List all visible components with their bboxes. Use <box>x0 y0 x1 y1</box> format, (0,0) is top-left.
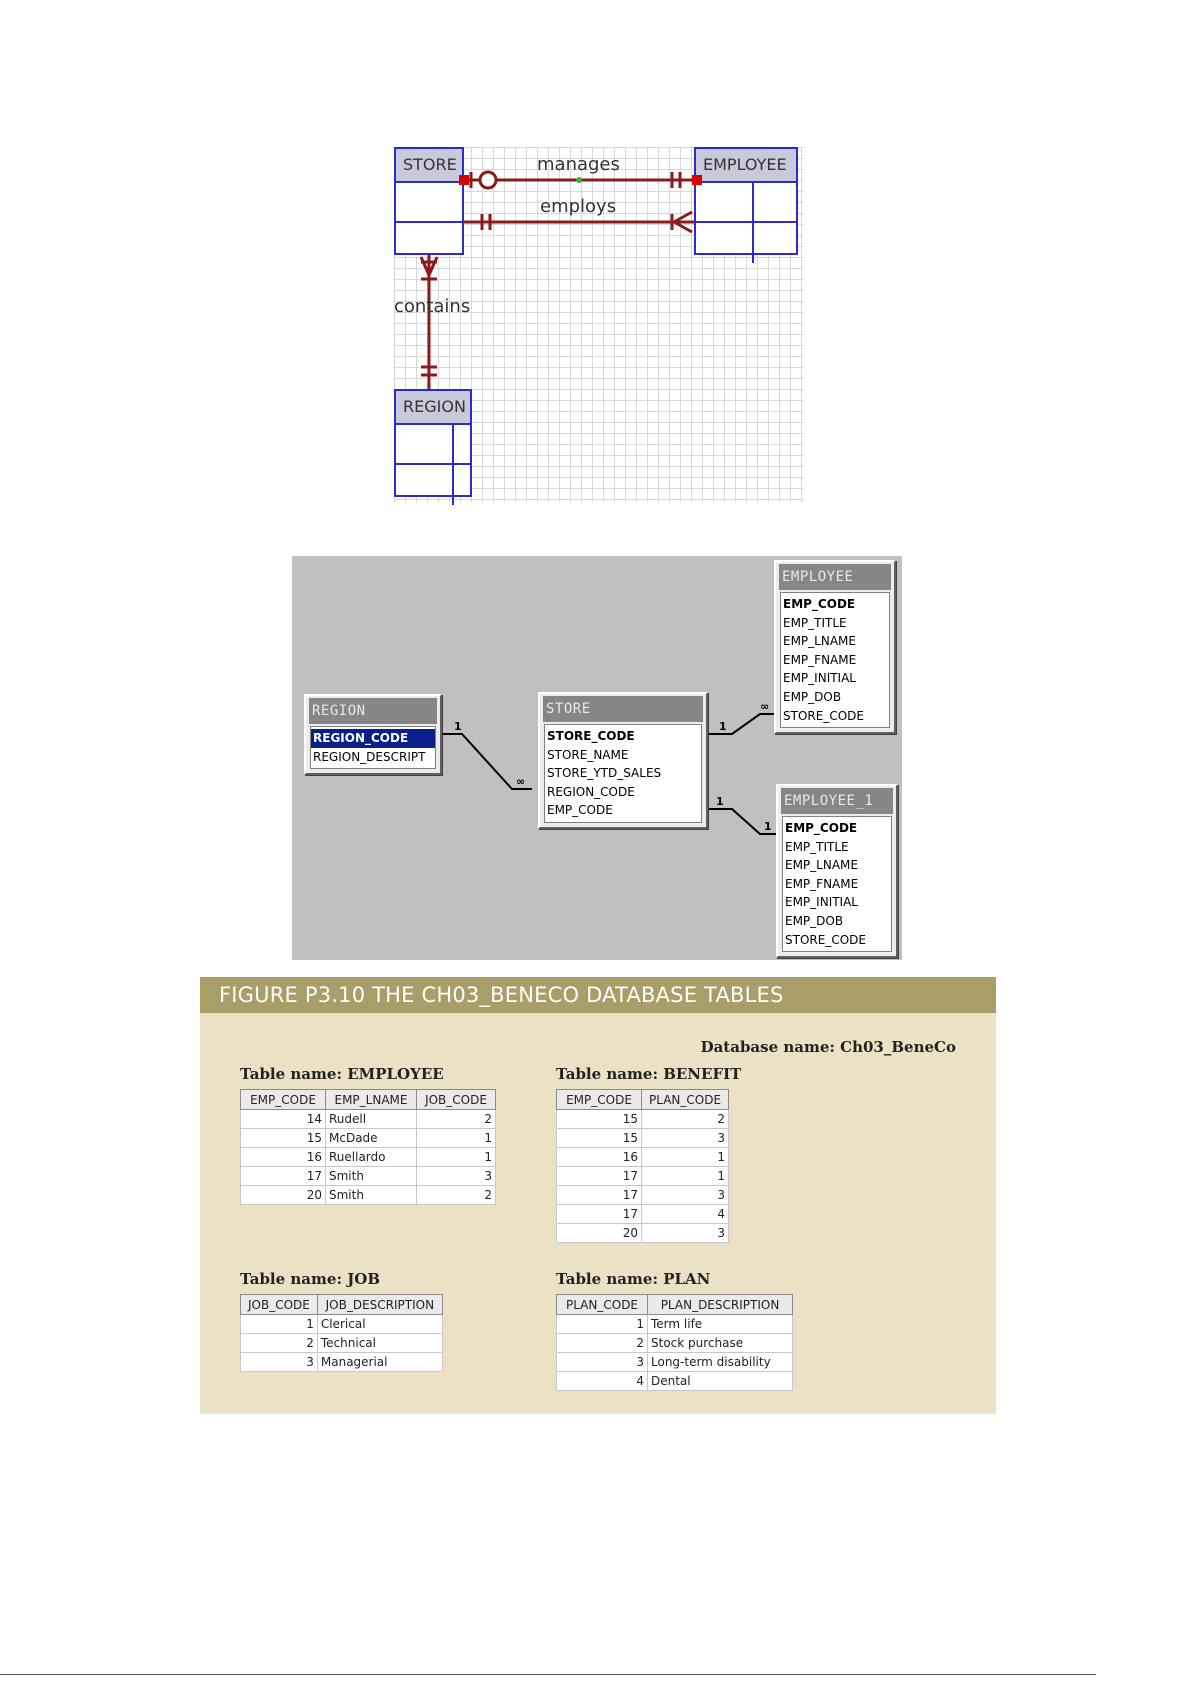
cell[interactable]: 16 <box>557 1148 642 1167</box>
entity-region-name: REGION <box>396 391 470 425</box>
column-header[interactable]: JOB_CODE <box>417 1090 496 1110</box>
cell[interactable]: Rudell <box>326 1110 417 1129</box>
cell[interactable]: 4 <box>557 1372 648 1391</box>
anchor-handle <box>459 175 469 185</box>
field-emp-dob[interactable]: EMP_DOB <box>783 689 842 704</box>
cell[interactable]: 2 <box>557 1334 648 1353</box>
cell[interactable]: 1 <box>241 1315 318 1334</box>
table-employee-fields <box>780 592 890 728</box>
entity-store-name: STORE <box>396 149 462 183</box>
cell[interactable]: 2 <box>417 1110 496 1129</box>
cell[interactable]: Long-term disability <box>648 1353 793 1372</box>
cell[interactable]: 2 <box>642 1110 729 1129</box>
employs-label: employs <box>540 196 617 217</box>
column-header[interactable]: JOB_DESCRIPTION <box>317 1295 442 1315</box>
figure-title: FIGURE P3.10 THE CH03_BENECO DATABASE TABLES <box>200 977 996 1013</box>
table-region[interactable] <box>304 694 442 775</box>
table-employee-1[interactable] <box>776 784 898 958</box>
cell[interactable]: 3 <box>642 1129 729 1148</box>
page-bottom-rule <box>0 1674 1096 1675</box>
cell[interactable]: 20 <box>557 1224 642 1243</box>
relationships-window <box>292 556 902 960</box>
table-row <box>557 1148 729 1167</box>
table-store-title[interactable]: STORE <box>543 696 703 722</box>
table-row <box>241 1148 496 1167</box>
table-row <box>557 1129 729 1148</box>
table-row <box>557 1353 793 1372</box>
table-row <box>241 1167 496 1186</box>
table-name-plan: Table name: PLAN <box>556 1270 711 1288</box>
cell[interactable]: 17 <box>557 1167 642 1186</box>
cell[interactable]: Stock purchase <box>648 1334 793 1353</box>
field-emp-title[interactable]: EMP_TITLE <box>783 615 847 630</box>
table-row <box>557 1186 729 1205</box>
column-header[interactable]: EMP_LNAME <box>326 1090 417 1110</box>
table-row <box>241 1129 496 1148</box>
table-employee-title[interactable]: EMPLOYEE <box>779 564 891 590</box>
erd-relationship-lines <box>394 147 804 502</box>
column-header[interactable]: EMP_CODE <box>557 1090 642 1110</box>
manages-label: manages <box>537 154 620 175</box>
field-store-code[interactable]: STORE_CODE <box>785 932 866 947</box>
field-store-code[interactable]: STORE_CODE <box>783 708 864 723</box>
cell[interactable]: 2 <box>241 1334 318 1353</box>
table-row <box>557 1315 793 1334</box>
midpoint-handle <box>576 177 582 183</box>
field-store-code[interactable]: STORE_CODE <box>547 729 635 743</box>
cell[interactable]: 3 <box>642 1186 729 1205</box>
card-region-store-many: ∞ <box>516 775 526 788</box>
cell[interactable]: 1 <box>642 1167 729 1186</box>
figure-p3-10 <box>200 977 996 1414</box>
table-row <box>241 1353 443 1372</box>
cell[interactable]: 15 <box>557 1110 642 1129</box>
field-emp-title[interactable]: EMP_TITLE <box>785 839 849 854</box>
table-employee-block <box>240 1065 496 1205</box>
anchor-handle <box>692 175 702 185</box>
cell[interactable]: 2 <box>417 1186 496 1205</box>
cell[interactable]: 1 <box>417 1148 496 1167</box>
cell[interactable]: 17 <box>241 1167 326 1186</box>
column-header[interactable]: JOB_CODE <box>241 1295 318 1315</box>
card-region-store-one: 1 <box>454 720 462 733</box>
cell[interactable]: 1 <box>417 1129 496 1148</box>
table-name-job: Table name: JOB <box>240 1270 381 1288</box>
table-plan-block <box>556 1270 793 1391</box>
database-name: Database name: Ch03_BeneCo <box>700 1038 956 1056</box>
field-emp-code[interactable]: EMP_CODE <box>547 803 613 818</box>
field-emp-code[interactable]: EMP_CODE <box>785 821 858 835</box>
table-employee-1-fields <box>782 816 892 952</box>
table-employee[interactable] <box>774 560 896 734</box>
table-row <box>241 1315 443 1334</box>
cell[interactable]: 17 <box>557 1186 642 1205</box>
cell[interactable]: McDade <box>326 1129 417 1148</box>
table-region-title[interactable]: REGION <box>309 698 437 724</box>
table-store-fields <box>544 724 702 823</box>
cell[interactable]: 16 <box>241 1148 326 1167</box>
table-job-block <box>240 1270 443 1372</box>
cell[interactable]: 15 <box>241 1129 326 1148</box>
cell[interactable]: 3 <box>642 1224 729 1243</box>
field-region-code[interactable]: REGION_CODE <box>311 729 435 748</box>
table-benefit-block <box>556 1065 741 1243</box>
column-header[interactable]: PLAN_DESCRIPTION <box>648 1295 793 1315</box>
card-store-employee1-one: 1 <box>716 795 724 808</box>
field-emp-initial[interactable]: EMP_INITIAL <box>783 671 856 686</box>
entity-employee-name: EMPLOYEE <box>696 149 796 183</box>
cell[interactable]: 1 <box>642 1148 729 1167</box>
cell[interactable]: Smith <box>326 1167 417 1186</box>
table-region-fields <box>310 726 436 769</box>
cell[interactable]: 4 <box>642 1205 729 1224</box>
cell[interactable]: Dental <box>648 1372 793 1391</box>
benefit-table <box>556 1089 729 1243</box>
field-emp-fname[interactable]: EMP_FNAME <box>785 876 859 891</box>
table-row <box>557 1372 793 1391</box>
column-header[interactable]: PLAN_CODE <box>557 1295 648 1315</box>
manages-zero-circle <box>480 172 496 188</box>
table-row <box>241 1110 496 1129</box>
cell[interactable]: 3 <box>557 1353 648 1372</box>
table-employee-1-title[interactable]: EMPLOYEE_1 <box>781 788 893 814</box>
field-store-name[interactable]: STORE_NAME <box>547 747 629 762</box>
cell[interactable]: 20 <box>241 1186 326 1205</box>
erd-diagram <box>394 147 804 502</box>
table-row <box>557 1224 729 1243</box>
cell[interactable]: 14 <box>241 1110 326 1129</box>
table-row <box>241 1334 443 1353</box>
cell[interactable]: Ruellardo <box>326 1148 417 1167</box>
table-name-employee: Table name: EMPLOYEE <box>240 1065 444 1083</box>
card-store-employee-one: 1 <box>719 720 727 733</box>
table-row <box>557 1167 729 1186</box>
field-emp-lname[interactable]: EMP_LNAME <box>783 634 856 649</box>
table-row <box>557 1110 729 1129</box>
cell[interactable]: 15 <box>557 1129 642 1148</box>
field-region-code[interactable]: REGION_CODE <box>547 784 635 799</box>
cell[interactable]: Technical <box>317 1334 442 1353</box>
column-header[interactable]: EMP_CODE <box>241 1090 326 1110</box>
employee-table <box>240 1089 496 1205</box>
table-store[interactable] <box>538 692 708 829</box>
field-store-ytd-sales[interactable]: STORE_YTD_SALES <box>547 766 662 781</box>
table-row <box>557 1205 729 1224</box>
field-emp-dob[interactable]: EMP_DOB <box>785 913 844 928</box>
cell[interactable]: 1 <box>557 1315 648 1334</box>
cell[interactable]: Smith <box>326 1186 417 1205</box>
card-store-employee-many: ∞ <box>760 700 770 713</box>
table-row <box>241 1186 496 1205</box>
field-emp-code[interactable]: EMP_CODE <box>783 597 856 611</box>
field-region-descript[interactable]: REGION_DESCRIPT <box>313 749 426 764</box>
field-emp-initial[interactable]: EMP_INITIAL <box>785 895 858 910</box>
cell[interactable]: 3 <box>241 1353 318 1372</box>
table-name-benefit: Table name: BENEFIT <box>556 1065 742 1083</box>
card-store-employee1-one: 1 <box>764 820 772 833</box>
table-row <box>557 1334 793 1353</box>
contains-label: contains <box>394 296 471 317</box>
field-emp-fname[interactable]: EMP_FNAME <box>783 652 857 667</box>
column-header[interactable]: PLAN_CODE <box>642 1090 729 1110</box>
plan-table <box>556 1294 793 1391</box>
cell[interactable]: Managerial <box>317 1353 442 1372</box>
cell[interactable]: 17 <box>557 1205 642 1224</box>
job-table <box>240 1294 443 1372</box>
field-emp-lname[interactable]: EMP_LNAME <box>785 858 858 873</box>
cell[interactable]: 3 <box>417 1167 496 1186</box>
cell[interactable]: Term life <box>648 1315 793 1334</box>
cell[interactable]: Clerical <box>317 1315 442 1334</box>
